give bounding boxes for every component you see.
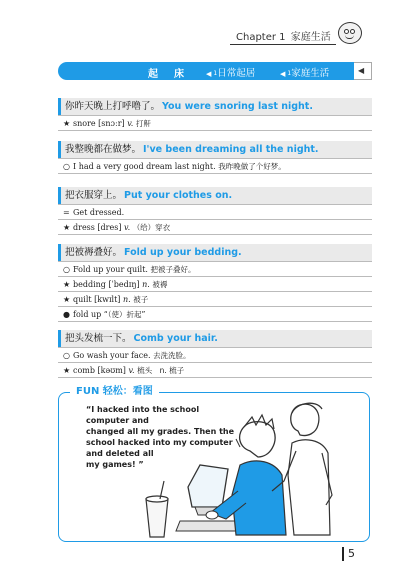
synonym-line — [58, 205, 372, 220]
phrase-heading — [58, 244, 372, 261]
phrase-meaning: “（使）折起” — [103, 310, 146, 319]
phrase-block — [58, 98, 372, 131]
phrase-heading — [58, 330, 372, 347]
example-translation: 把被子叠好。 — [150, 265, 196, 274]
vocab-line — [58, 292, 372, 307]
vocab-meaning: 被子 — [133, 295, 149, 304]
phrase-en: I've been dreaming all the night. — [143, 144, 319, 155]
vocab-meaning: 梳头 n. 梳子 — [137, 366, 185, 375]
triangle-left-icon: ◀ — [280, 70, 286, 78]
speech-bubble — [86, 404, 236, 470]
phrase-block — [58, 244, 372, 322]
triangle-left-icon: ◀ — [206, 70, 212, 78]
vocab-word: dress [dres] — [73, 223, 125, 232]
header-rule — [230, 44, 336, 45]
vocab-meaning: （给）穿衣 — [132, 223, 171, 232]
part-of-speech: n. — [142, 280, 150, 289]
example-sentence: I had a very good dream last night. — [73, 162, 219, 171]
star-icon: ★ — [63, 119, 71, 128]
breadcrumb-chapter — [280, 65, 329, 79]
chapter-label: Chapter 1 — [236, 32, 286, 43]
vocab-word: quilt [kwɪlt] — [73, 295, 123, 304]
quote-line: school hacked into my computer — [86, 438, 233, 447]
chapter-title: 家庭生活 — [290, 32, 331, 43]
section-bar — [58, 62, 354, 80]
vocab-line — [58, 363, 372, 378]
quote-line: and deleted all — [86, 449, 154, 458]
vocab-meaning: 打鼾 — [135, 119, 151, 128]
dot-icon: ● — [63, 310, 70, 319]
phrase-zh: 你昨天晚上打呼噜了。 — [65, 101, 161, 112]
vocab-word: snore [snɔːr] — [73, 119, 128, 128]
quote-line: “I hacked into the school computer and — [86, 405, 200, 425]
phrase-heading — [58, 187, 372, 204]
phrase-zh: 把头发梳一下。 — [65, 333, 132, 344]
vocab-word: comb [kəʊm] — [73, 366, 129, 375]
example-line — [58, 262, 372, 277]
triangle-left-icon: ◀ — [358, 66, 365, 75]
phrase-line — [58, 307, 372, 322]
crumb-label: 日常起居 — [217, 68, 256, 79]
phrase-zh: 把被褥叠好。 — [65, 247, 123, 258]
smiley-icon — [338, 22, 362, 44]
phrase-zh: 我整晚都在做梦。 — [65, 144, 142, 155]
phrase-heading — [58, 98, 372, 115]
vocab-word: bedding [ˈbedɪŋ] — [73, 280, 143, 289]
phrase-word: fold up — [73, 310, 104, 319]
example-sentence: Go wash your face. — [73, 351, 154, 360]
phrase-en: Fold up your bedding. — [124, 247, 242, 258]
crumb-number: 1 — [213, 70, 218, 77]
fun-title: FUN 轻松：看图 — [70, 384, 159, 400]
cup-icon — [146, 481, 168, 537]
circle-icon: ○ — [63, 265, 70, 274]
phrase-zh: 把衣服穿上。 — [65, 190, 123, 201]
vocab-line — [58, 220, 372, 235]
phrase-block — [58, 330, 372, 378]
phrase-heading — [58, 141, 372, 158]
crumb-number: 1 — [287, 70, 292, 77]
part-of-speech: v. — [127, 119, 134, 128]
example-translation: 去洗洗脸。 — [153, 351, 191, 360]
phrase-en: Comb your hair. — [133, 333, 218, 344]
part-of-speech: n. — [122, 295, 131, 304]
quote-line: my games! ” — [86, 460, 144, 469]
chapter-heading — [236, 28, 331, 43]
vocab-line — [58, 116, 372, 131]
synonym-sentence: Get dressed. — [73, 208, 125, 217]
star-icon: ★ — [63, 295, 71, 304]
crumb-label: 家庭生活 — [291, 68, 330, 79]
phrase-en: Put your clothes on. — [124, 190, 233, 201]
section-title: 起 床 — [148, 69, 187, 80]
example-line — [58, 348, 372, 363]
page-number-bar — [342, 547, 344, 561]
star-icon: ★ — [63, 280, 71, 289]
example-translation: 我昨晚做了个好梦。 — [218, 162, 286, 171]
phrase-block — [58, 187, 372, 235]
page-number: 5 — [348, 547, 355, 560]
star-icon: ★ — [63, 366, 71, 375]
example-sentence: Fold up your quilt. — [73, 265, 151, 274]
star-icon: ★ — [63, 223, 71, 232]
breadcrumb-category — [206, 65, 255, 79]
part-of-speech: v. — [124, 223, 131, 232]
vocab-line — [58, 277, 372, 292]
equals-icon: = — [63, 208, 70, 217]
phrase-en: You were snoring last night. — [162, 101, 313, 112]
circle-icon: ○ — [63, 162, 70, 171]
circle-icon: ○ — [63, 351, 70, 360]
vocab-meaning: 被褥 — [152, 280, 168, 289]
section-end-tab — [354, 62, 372, 80]
phrase-block — [58, 141, 372, 174]
part-of-speech: v. — [128, 366, 135, 375]
quote-line: changed all my grades. Then the — [86, 427, 235, 436]
example-line — [58, 159, 372, 174]
